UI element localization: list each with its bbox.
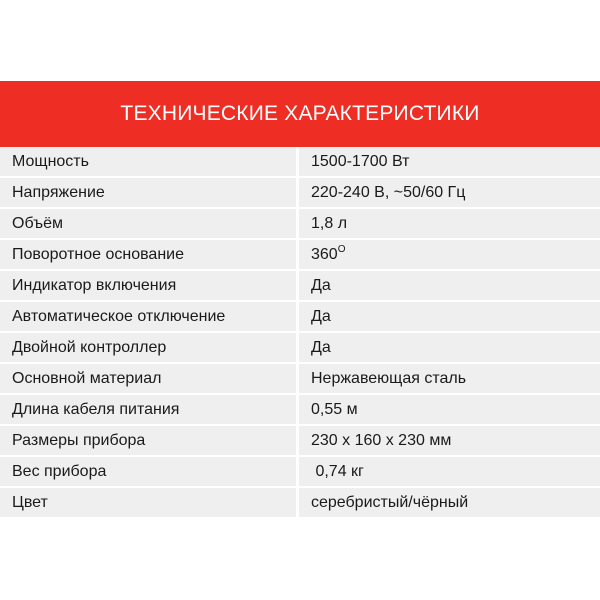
spec-label: Цвет <box>0 488 296 517</box>
spec-label: Напряжение <box>0 178 296 207</box>
spec-row-weight <box>0 457 600 486</box>
spec-label: Основной материал <box>0 364 296 393</box>
spec-row-volume <box>0 209 600 238</box>
spec-row-color <box>0 488 600 517</box>
spec-value: 1,8 л <box>299 209 600 238</box>
spec-row-dimensions <box>0 426 600 455</box>
spec-value-number: 360 <box>311 246 338 263</box>
spec-label: Длина кабеля питания <box>0 395 296 424</box>
spec-value: 220-240 В, ~50/60 Гц <box>299 178 600 207</box>
spec-value: 1500-1700 Вт <box>299 147 600 176</box>
spec-row-auto-shutoff <box>0 302 600 331</box>
spec-row-power <box>0 147 600 176</box>
spec-label: Автоматическое отключение <box>0 302 296 331</box>
specs-table <box>0 147 600 519</box>
spec-label: Объём <box>0 209 296 238</box>
spec-row-voltage <box>0 178 600 207</box>
spec-value: Да <box>299 271 600 300</box>
spec-row-cable-length <box>0 395 600 424</box>
spec-row-rotating-base <box>0 240 600 269</box>
spec-label: Мощность <box>0 147 296 176</box>
spec-value: 230 х 160 х 230 мм <box>299 426 600 455</box>
spec-label: Размеры прибора <box>0 426 296 455</box>
spec-label: Индикатор включения <box>0 271 296 300</box>
spec-value: серебристый/чёрный <box>299 488 600 517</box>
specs-title: ТЕХНИЧЕСКИЕ ХАРАКТЕРИСТИКИ <box>120 102 480 125</box>
specs-header <box>0 81 600 147</box>
spec-row-power-indicator <box>0 271 600 300</box>
spec-value: 0,74 кг <box>299 457 600 486</box>
spec-value <box>299 240 600 269</box>
spec-label: Поворотное основание <box>0 240 296 269</box>
spec-row-material <box>0 364 600 393</box>
spec-label: Двойной контроллер <box>0 333 296 362</box>
spec-row-dual-controller <box>0 333 600 362</box>
spec-value: Да <box>299 302 600 331</box>
spec-label: Вес прибора <box>0 457 296 486</box>
spec-value: 0,55 м <box>299 395 600 424</box>
spec-value: Да <box>299 333 600 362</box>
spec-value: Нержавеющая сталь <box>299 364 600 393</box>
spec-value-superscript: О <box>337 244 346 255</box>
